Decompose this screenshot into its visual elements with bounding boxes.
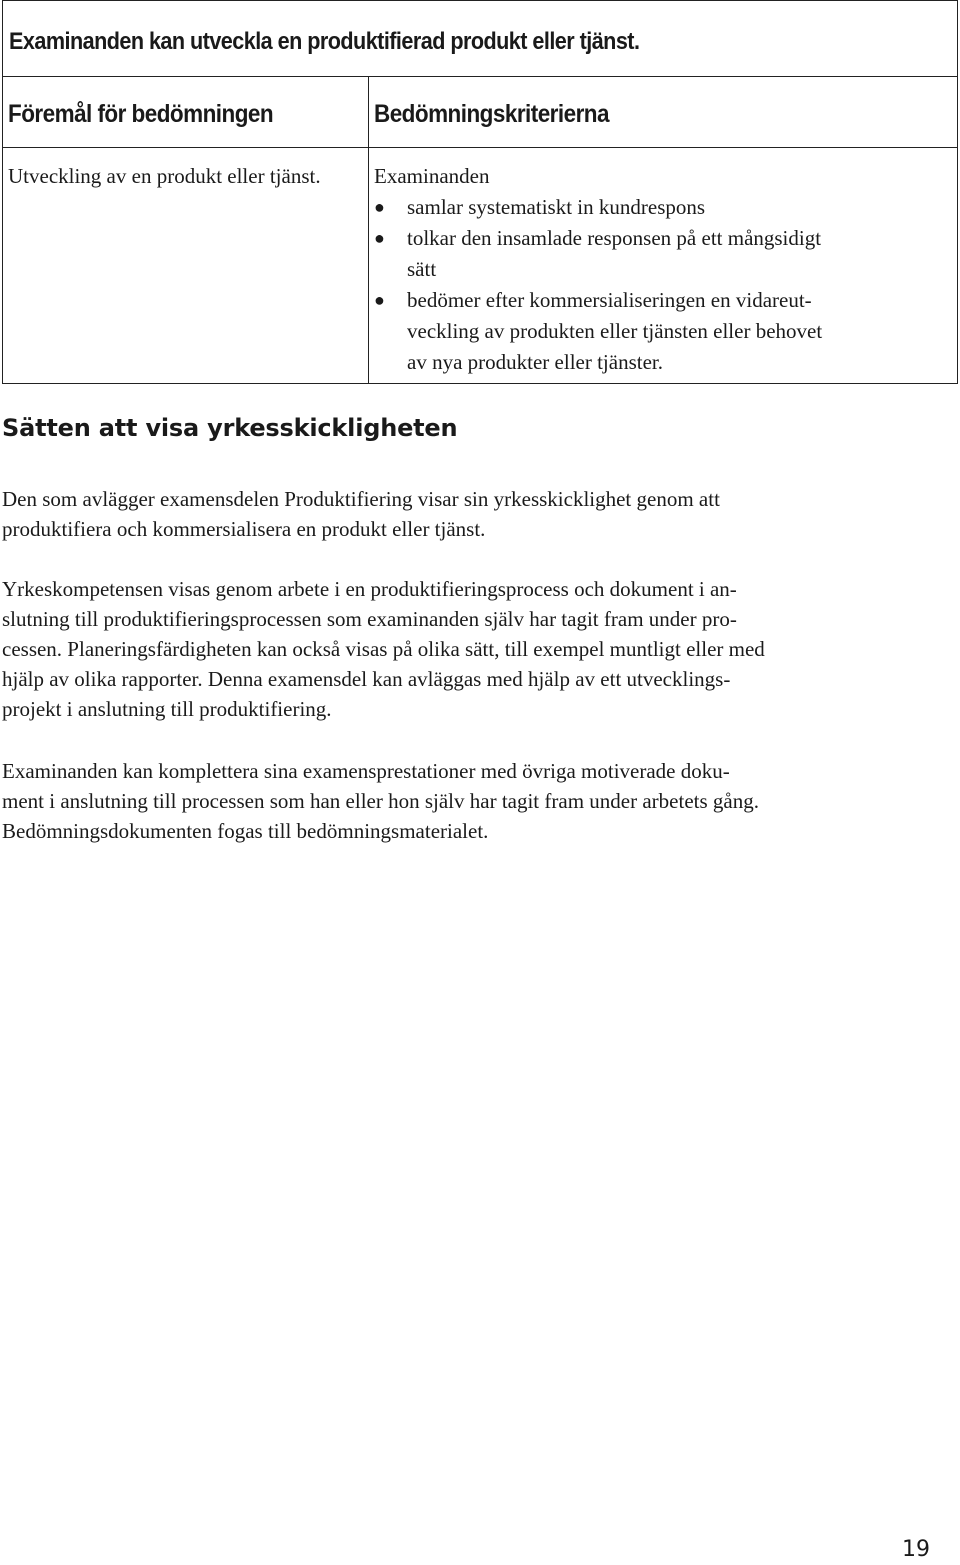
criteria-line: tolkar den insamlade responsen på ett mångsidigt: [407, 226, 822, 250]
criteria-line: av nya produkter eller tjänster.: [407, 350, 663, 374]
criteria-header-cell: [369, 77, 958, 148]
paragraph-line: slutning till produktifieringsprocessen som examinanden själv har tagit fram under pro-: [2, 607, 737, 631]
bullet-icon: ●: [374, 197, 385, 217]
paragraph-line: projekt i anslutning till produktifiering.: [2, 697, 332, 721]
paragraph: [2, 574, 942, 724]
table-title-cell: [3, 1, 958, 77]
criteria-line: bedömer efter kommersialiseringen en vidareut-: [407, 288, 812, 312]
criteria-intro: Examinanden: [374, 164, 490, 188]
paragraph: [2, 756, 942, 846]
table-body-row: [3, 148, 958, 384]
section-heading: Sätten att visa yrkesskickligheten: [2, 414, 458, 442]
paragraph-line: Examinanden kan komplettera sina examensprestationer med övriga motiverade doku-: [2, 759, 730, 783]
bullet-icon: ●: [374, 228, 385, 248]
criteria-line: sätt: [407, 257, 437, 281]
criteria-list: [369, 192, 957, 378]
list-item: [369, 285, 957, 378]
table-title: Examinanden kan utveckla en produktifierad produkt eller tjänst.: [9, 28, 640, 55]
paragraph-line: produktifiera och kommersialisera en produkt eller tjänst.: [2, 517, 486, 541]
criteria-column-header: Bedömningskriterierna: [374, 100, 609, 128]
criteria-line: veckling av produkten eller tjänsten eller behovet: [407, 319, 823, 343]
assessment-criteria-table: [2, 0, 958, 384]
paragraph-line: Den som avlägger examensdelen Produktifiering visar sin yrkesskicklighet genom att: [2, 487, 720, 511]
paragraph: [2, 484, 942, 544]
object-cell: [3, 148, 369, 384]
bullet-icon: ●: [374, 290, 385, 310]
object-header-cell: [3, 77, 369, 148]
paragraph-line: cessen. Planeringsfärdigheten kan också visas på olika sätt, till exempel muntligt eller med: [2, 637, 765, 661]
paragraph-line: hjälp av olika rapporter. Denna examensdel kan avläggas med hjälp av ett utvecklings-: [2, 667, 731, 691]
list-item: [369, 192, 957, 223]
object-text: Utveckling av en produkt eller tjänst.: [8, 164, 321, 188]
table-title-row: [3, 1, 958, 77]
table-header-row: [3, 77, 958, 148]
paragraph-line: ment i anslutning till processen som han eller hon själv har tagit fram under arbetets gång.: [2, 789, 759, 813]
page-number: 19: [902, 1537, 930, 1562]
list-item: [369, 223, 957, 285]
paragraph-line: Yrkeskompetensen visas genom arbete i en produktifieringsprocess och dokument i an-: [2, 577, 737, 601]
paragraph-line: Bedömningsdokumenten fogas till bedömningsmaterialet.: [2, 819, 489, 843]
object-column-header: Föremål för bedömningen: [8, 100, 274, 128]
criteria-line: samlar systematiskt in kundrespons: [407, 195, 706, 219]
criteria-cell: [369, 148, 958, 384]
